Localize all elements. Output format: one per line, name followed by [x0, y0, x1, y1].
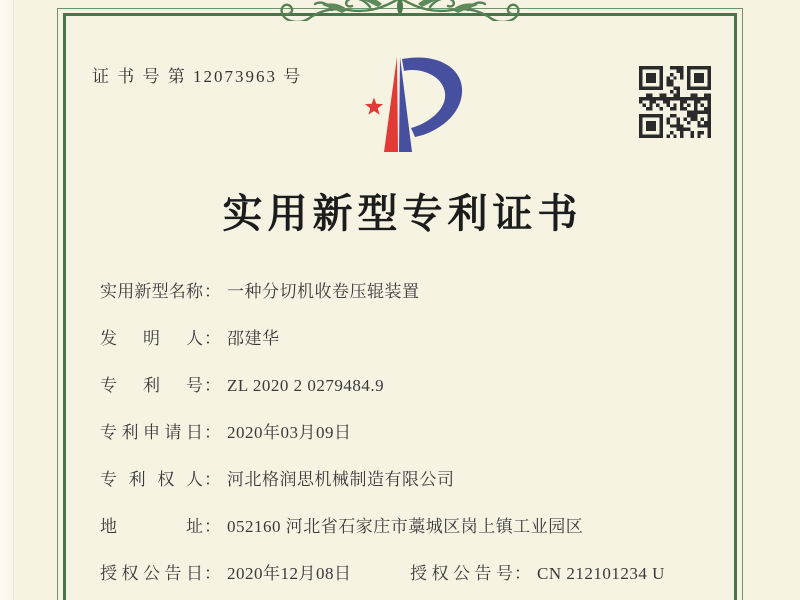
qr-code — [638, 66, 712, 143]
field-value: ZL 2020 2 0279484.9 — [227, 376, 385, 395]
field-colon: ： — [514, 564, 531, 583]
certificate-number: 证 书 号 第 12073963 号 — [92, 67, 303, 86]
field-colon: ： — [204, 470, 221, 489]
grant-date-pair — [100, 564, 352, 583]
field-label: 发明人 — [100, 329, 203, 348]
field-label: 专利申请日 — [100, 423, 203, 442]
field-colon: ： — [204, 282, 221, 301]
field-value: 2020年03月09日 — [227, 423, 352, 442]
field-value: 邵建华 — [227, 329, 280, 348]
field-value: 052160 河北省石家庄市藁城区岗上镇工业园区 — [227, 517, 584, 536]
field-row-filing-date — [100, 422, 745, 444]
field-label: 授权公告日 — [100, 564, 203, 583]
field-row-grant-date-and-number — [100, 563, 745, 585]
field-colon: ： — [204, 329, 221, 348]
scan-page-edge — [0, 0, 14, 600]
field-label: 专利号 — [100, 376, 203, 395]
field-value: CN 212101234 U — [537, 564, 665, 583]
field-row-inventor — [100, 328, 745, 350]
floral-flourish-ornament — [270, 0, 530, 26]
field-label: 实用新型名称 — [100, 282, 203, 301]
field-row-patentee — [100, 469, 745, 491]
field-label: 授权公告号 — [410, 564, 513, 583]
grant-number-pair — [410, 563, 665, 585]
field-colon: ： — [204, 564, 221, 583]
field-value: 2020年12月08日 — [227, 564, 352, 583]
certificate-fields — [100, 281, 745, 600]
certificate-title: 实用新型专利证书 — [222, 191, 583, 236]
field-row-utility-model-name — [100, 281, 745, 303]
field-row-address — [100, 516, 745, 538]
field-row-patent-number — [100, 375, 745, 397]
cnipa-patent-logo-icon — [335, 48, 475, 163]
field-label: 专利权人 — [100, 470, 203, 489]
field-colon: ： — [204, 376, 221, 395]
field-label: 地址 — [100, 517, 203, 536]
field-colon: ： — [204, 423, 221, 442]
field-value: 一种分切机收卷压辊装置 — [227, 282, 420, 301]
field-colon: ： — [204, 517, 221, 536]
field-value: 河北格润思机械制造有限公司 — [227, 470, 455, 489]
